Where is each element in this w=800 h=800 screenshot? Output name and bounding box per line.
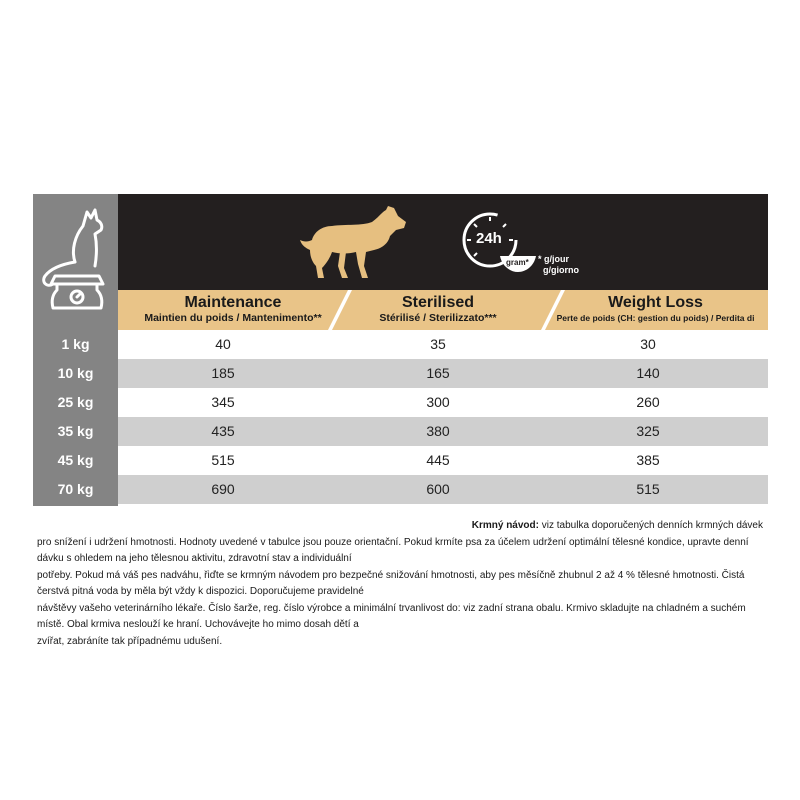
footnote-label: Krmný návod: xyxy=(471,520,539,531)
legend-line-1: * g/jour xyxy=(538,254,569,264)
footnote-line: pro snížení i udržení hmotnosti. Hodnoty uvedené v tabulce jsou pouze orientační. Pokud krmíte psa za účelem udržení optimální tělesné kondice, upravte denní dávku s ohledem na jeho tělesnou aktivitu, zdravotní stav a individuální xyxy=(37,536,749,564)
table-row xyxy=(118,417,768,446)
cell-weight-loss: 140 xyxy=(636,365,660,381)
scale-with-dog-icon xyxy=(37,204,115,316)
dog-icon xyxy=(298,206,408,282)
table-row xyxy=(118,388,768,417)
cell-sterilised: 300 xyxy=(426,394,450,410)
unit-badge: gram* xyxy=(506,258,529,267)
cell-maintenance: 515 xyxy=(211,452,235,468)
cell-maintenance: 185 xyxy=(211,365,235,381)
weight-label-10kg: 10 kg xyxy=(57,365,94,381)
footnote-lead-line xyxy=(37,518,763,535)
feeding-instructions xyxy=(37,518,763,650)
legend-line-2: g/giorno xyxy=(543,265,579,275)
cell-sterilised: 600 xyxy=(426,481,450,497)
column-subtitle: Stérilisé / Sterilizzato*** xyxy=(379,312,497,324)
weight-label-1kg: 1 kg xyxy=(61,336,90,352)
column-header-maintenance xyxy=(118,294,348,324)
column-header-weight-loss xyxy=(543,294,768,324)
footnote-line: návštěvy vašeho veterinárního lékaře. Číslo šarže, reg. číslo výrobce a minimální trvanlivost do: viz zadní strana obalu. Krmivo skladujte na chladném a suchém místě. Obal krmiva neslouží ke hraní. Uchovávejte ho mimo dosah dětí a xyxy=(37,602,746,630)
cell-weight-loss: 260 xyxy=(636,394,660,410)
table-row xyxy=(118,475,768,504)
cell-weight-loss: 325 xyxy=(636,423,660,439)
column-header-sterilised xyxy=(333,294,543,324)
footnote-lead-text: viz tabulka doporučených denních krmných dávek xyxy=(538,520,763,531)
weight-label-70kg: 70 kg xyxy=(57,481,94,497)
table-row xyxy=(118,330,768,359)
cell-maintenance: 435 xyxy=(211,423,235,439)
cell-weight-loss: 385 xyxy=(636,452,660,468)
table-row xyxy=(118,446,768,475)
column-subtitle: Perte de poids (CH: gestion du poids) / Perdita di xyxy=(556,313,755,323)
weight-label-25kg: 25 kg xyxy=(57,394,94,410)
cell-weight-loss: 30 xyxy=(640,336,656,352)
column-subtitle: Maintien du poids / Mantenimento** xyxy=(144,312,322,324)
cell-sterilised: 165 xyxy=(426,365,450,381)
footnote-line: zvířat, zabráníte tak případnému udušení. xyxy=(37,635,223,647)
clock-24h-label: 24h xyxy=(476,230,502,247)
table-row xyxy=(118,359,768,388)
column-title: Sterilised xyxy=(401,294,475,311)
column-title: Weight Loss xyxy=(608,294,703,311)
feeding-table xyxy=(33,194,768,506)
cell-maintenance: 40 xyxy=(215,336,231,352)
weight-label-35kg: 35 kg xyxy=(57,423,94,439)
header-band xyxy=(118,194,768,290)
cell-sterilised: 35 xyxy=(430,336,446,352)
cell-sterilised: 380 xyxy=(426,423,450,439)
cell-maintenance: 690 xyxy=(211,481,235,497)
cell-maintenance: 345 xyxy=(211,394,235,410)
cell-sterilised: 445 xyxy=(426,452,450,468)
column-title: Maintenance xyxy=(184,294,282,311)
cell-weight-loss: 515 xyxy=(636,481,660,497)
footnote-line: potřeby. Pokud má váš pes nadváhu, řiďte se krmným návodem pro bezpečné snižování hmotnosti, aby pes měsíčně zhubnul 2 až 4 % tělesné hmotnosti. Čistá čerstvá pitná voda by měla být vždy k dispozici. Doporučujeme pravidelné xyxy=(37,569,745,597)
weight-label-45kg: 45 kg xyxy=(57,452,94,468)
